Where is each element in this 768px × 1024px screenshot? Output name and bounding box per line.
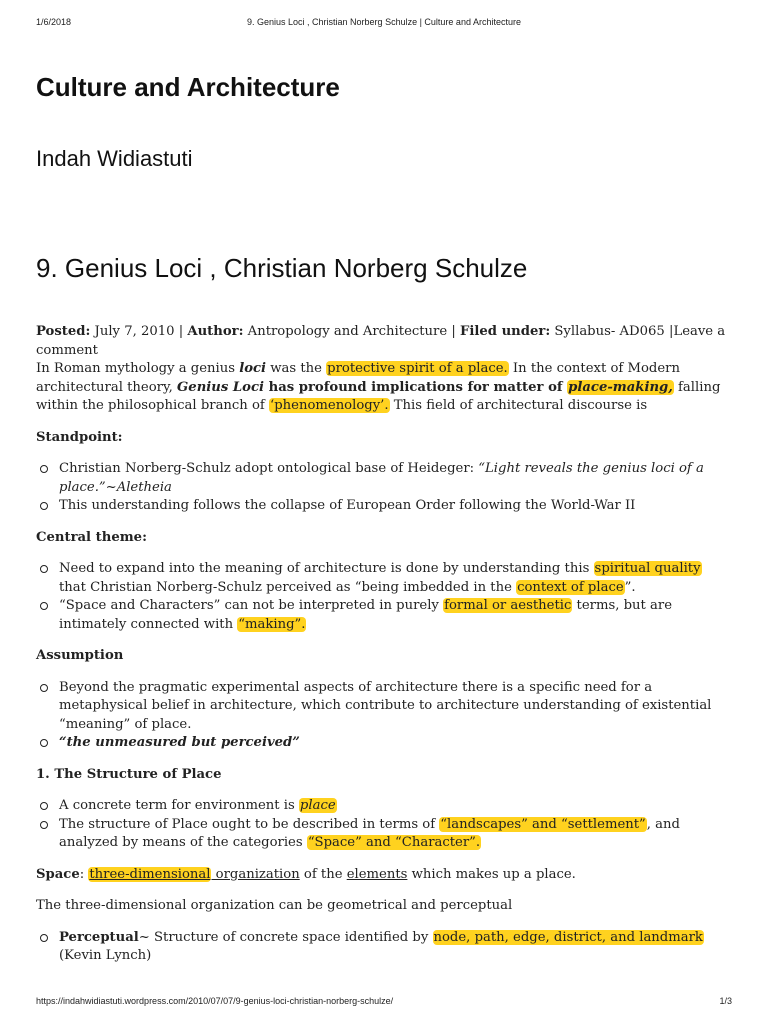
list-text: “Space and Characters” can not be interpreted in purely <box>59 598 444 613</box>
print-date: 1/6/2018 <box>36 17 72 27</box>
space-definition <box>36 866 726 885</box>
list-item: This understanding follows the collapse of European Order following the World-War II <box>36 497 726 516</box>
assumption-heading: Assumption <box>36 648 124 663</box>
list-item <box>36 734 726 753</box>
print-url: https://indahwidiastuti.wordpress.com/2010/07/07/9-genius-loci-christian-norberg-schulze/ <box>36 996 394 1006</box>
standpoint-list <box>36 460 726 516</box>
quote: “the unmeasured but perceived” <box>59 735 300 750</box>
list-item: Beyond the pragmatic experimental aspects of architecture there is a specific need for a metaphysical belief in architecture, which contribute to architecture understanding of existential “meaning” of place. <box>36 679 726 735</box>
category-link[interactable]: Syllabus- AD065 | <box>550 324 674 339</box>
structure-heading: 1. The Structure of Place <box>36 766 222 782</box>
highlight: “Space” and “Character”. <box>307 835 481 850</box>
intro-genius-loci: Genius Loci <box>177 379 265 395</box>
site-subtitle: Indah Widiastuti <box>36 146 193 171</box>
space-label: Space <box>36 866 80 882</box>
standpoint-heading: Standpoint: <box>36 429 123 445</box>
intro-text: In Roman mythology a genius <box>36 361 240 376</box>
intro-paragraph <box>36 360 726 416</box>
print-page-title: 9. Genius Loci , Christian Norberg Schulze | Culture and Architecture <box>247 17 521 27</box>
organization-note: The three-dimensional organization can be geometrical and perceptual <box>36 898 513 913</box>
list-text: A concrete term for environment is <box>59 798 299 813</box>
highlight: “landscapes” and “settlement” <box>440 816 646 832</box>
list-item <box>36 797 726 816</box>
highlight: context of place <box>517 579 624 595</box>
central-theme-list <box>36 560 726 634</box>
list-item <box>36 597 726 634</box>
perceptual-label: Perceptual <box>59 929 139 945</box>
structure-list <box>36 797 726 853</box>
intro-bold-text: has profound implications for matter of <box>264 379 568 395</box>
list-item <box>36 816 726 853</box>
list-text: terms, but are intimately connected with <box>59 598 673 632</box>
highlight: ‘phenomenology’. <box>270 398 389 413</box>
highlight: spiritual quality <box>594 561 701 576</box>
author-name[interactable]: Antropology and Architecture | <box>243 324 460 339</box>
space-text: which makes up a place. <box>407 866 576 882</box>
highlight: formal or aesthetic <box>444 598 572 613</box>
highlight: place-making, <box>568 379 673 395</box>
highlight: node, path, edge, district, and landmark <box>433 929 703 945</box>
underlined-text: elements <box>346 866 408 882</box>
intro-text: This field of architectural discourse is <box>389 398 648 413</box>
intro-text: was the <box>266 361 327 376</box>
list-text: that Christian Norberg-Schulz perceived as “being imbedded in the <box>59 579 517 595</box>
list-text: , and analyzed by means of the categories <box>59 816 680 850</box>
list-text: ”. <box>624 579 636 595</box>
list-text: The structure of Place ought to be described in terms of <box>59 816 440 832</box>
post-meta <box>36 323 726 360</box>
highlight: three-dimensional <box>89 866 211 882</box>
perceptual-list <box>36 929 726 966</box>
underlined-text: organization <box>211 866 300 882</box>
posted-label: Posted: <box>36 324 91 339</box>
list-item <box>36 560 726 597</box>
author-label: Author: <box>187 324 244 339</box>
highlight: protective spirit of a place. <box>327 361 508 376</box>
posted-date: July 7, 2010 | <box>90 324 188 339</box>
space-text: : <box>79 866 89 882</box>
central-theme-heading: Central theme: <box>36 529 147 545</box>
list-item <box>36 929 726 966</box>
list-text: Need to expand into the meaning of architecture is done by understanding this <box>59 561 594 576</box>
assumption-list <box>36 679 726 753</box>
intro-loci: loci <box>239 361 267 376</box>
print-page-number: 1/3 <box>719 996 732 1006</box>
quote: “Light reveals the genius loci of a place.”~Aletheia <box>59 461 704 495</box>
list-item <box>36 460 726 497</box>
list-text: ~ Structure of concrete space identified by <box>138 929 433 945</box>
list-text: (Kevin Lynch) <box>59 948 152 963</box>
post-content <box>36 323 726 966</box>
filed-label: Filed under: <box>460 324 551 339</box>
intro-text: In the context of Modern architectural theory, <box>36 361 680 395</box>
site-title[interactable]: Culture and Architecture <box>36 72 340 102</box>
highlight: place <box>299 798 336 813</box>
highlight: “making”. <box>238 616 306 632</box>
post-title[interactable]: 9. Genius Loci , Christian Norberg Schulze <box>36 253 528 283</box>
leave-comment-link[interactable]: Leave a comment <box>36 324 726 358</box>
list-text: Christian Norberg-Schulz adopt ontological base of Heideger: <box>59 461 479 476</box>
space-text: of the <box>299 866 347 882</box>
intro-text: falling within the philosophical branch of <box>36 379 721 413</box>
